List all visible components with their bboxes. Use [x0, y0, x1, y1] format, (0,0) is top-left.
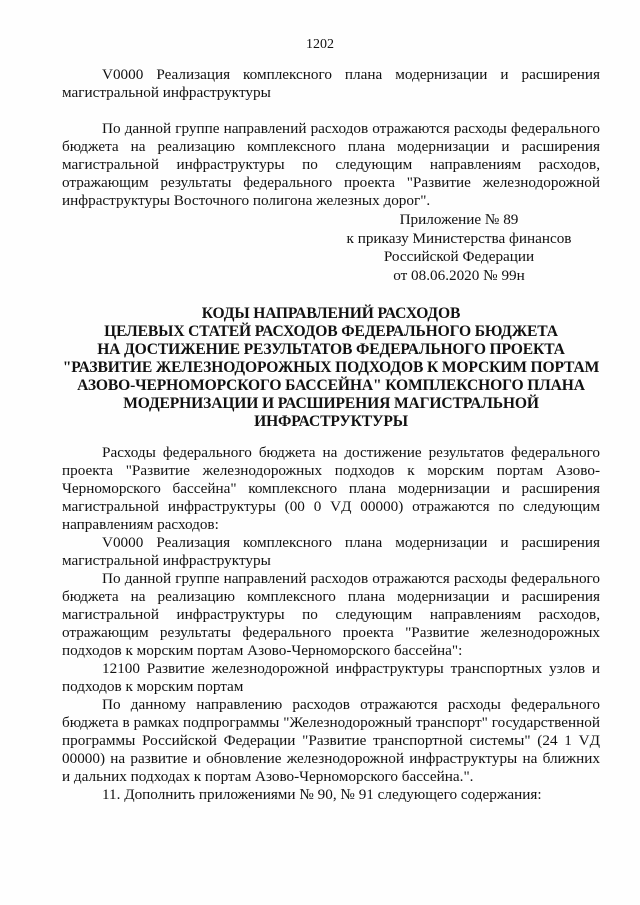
appendix-country: Российской Федерации — [383, 248, 535, 265]
appendix-number: Приложение № 89 — [399, 211, 519, 228]
appendix-order-ref: к приказу Министерства финансов — [346, 229, 572, 247]
paragraph-expense-group-v0000-azov: V0000 Реализация комплексного плана модернизации и расширения магистральной инфраструктуры — [62, 534, 600, 569]
paragraph-item-11: 11. Дополнить приложениями № 90, № 91 следующего содержания: — [102, 786, 542, 803]
title-line: КОДЫ НАПРАВЛЕНИЙ РАСХОДОВ — [201, 305, 461, 322]
title-line: АЗОВО-ЧЕРНОМОРСКОГО БАССЕЙНА" КОМПЛЕКСНОГО ПЛАНА — [77, 377, 585, 394]
title-line: ИНФРАСТРУКТУРЫ — [254, 413, 408, 430]
paragraph-expense-group-v0000-east: V0000 Реализация комплексного плана модернизации и расширения магистральной инфраструктуры — [62, 66, 600, 101]
title-line: "РАЗВИТИЕ ЖЕЛЕЗНОДОРОЖНЫХ ПОДХОДОВ К МОРСКИМ ПОРТАМ — [62, 359, 600, 376]
paragraph-expense-group-description-east: По данной группе направлений расходов отражаются расходы федерального бюджета на реализацию комплексного плана модернизации и расширения магистральной инфраструктуры по следующим направлениям расходов, отражающим результаты федерального проекта "Развитие железнодорожной инфраструктуры Восточного полигона железных дорог". — [62, 120, 600, 209]
title-line: НА ДОСТИЖЕНИЕ РЕЗУЛЬТАТОВ ФЕДЕРАЛЬНОГО ПРОЕКТА — [97, 341, 565, 358]
appendix-header — [330, 211, 588, 285]
title-line: ЦЕЛЕВЫХ СТАТЕЙ РАСХОДОВ ФЕДЕРАЛЬНОГО БЮДЖЕТА — [104, 323, 558, 340]
paragraph-intro-azov-black-sea: Расходы федерального бюджета на достижение результатов федерального проекта "Развитие железнодорожных подходов к морским портам Азово-Черноморского бассейна" комплексного плана модернизации и расширения магистральной инфраструктуры (00 0 VД 00000) отражаются по следующим направлениям расходов: — [62, 444, 600, 533]
appendix-date: от 08.06.2020 № 99н — [393, 266, 525, 284]
title-line: МОДЕРНИЗАЦИИ И РАСШИРЕНИЯ МАГИСТРАЛЬНОЙ — [123, 395, 539, 412]
page-number: 1202 — [306, 37, 334, 52]
paragraph-code-12100: 12100 Развитие железнодорожной инфраструктуры транспортных узлов и подходов к морским портам — [62, 660, 600, 695]
paragraph-code-12100-description: По данному направлению расходов отражаются расходы федерального бюджета в рамках подпрограммы "Железнодорожный транспорт" государственной программы Российской Федерации "Развитие транспортной системы" (24 1 VД 00000) на развитие и обновление железнодорожной инфраструктуры на ближних и дальних подходах к портам Азово-Черноморского бассейна.". — [62, 696, 600, 785]
paragraph-expense-group-description-azov: По данной группе направлений расходов отражаются расходы федерального бюджета на реализацию комплексного плана модернизации и расширения магистральной инфраструктуры по следующим направлениям расходов, отражающим результаты федерального проекта "Развитие железнодорожных подходов к морским портам Азово-Черноморского бассейна": — [62, 570, 600, 659]
document-title — [60, 305, 602, 431]
